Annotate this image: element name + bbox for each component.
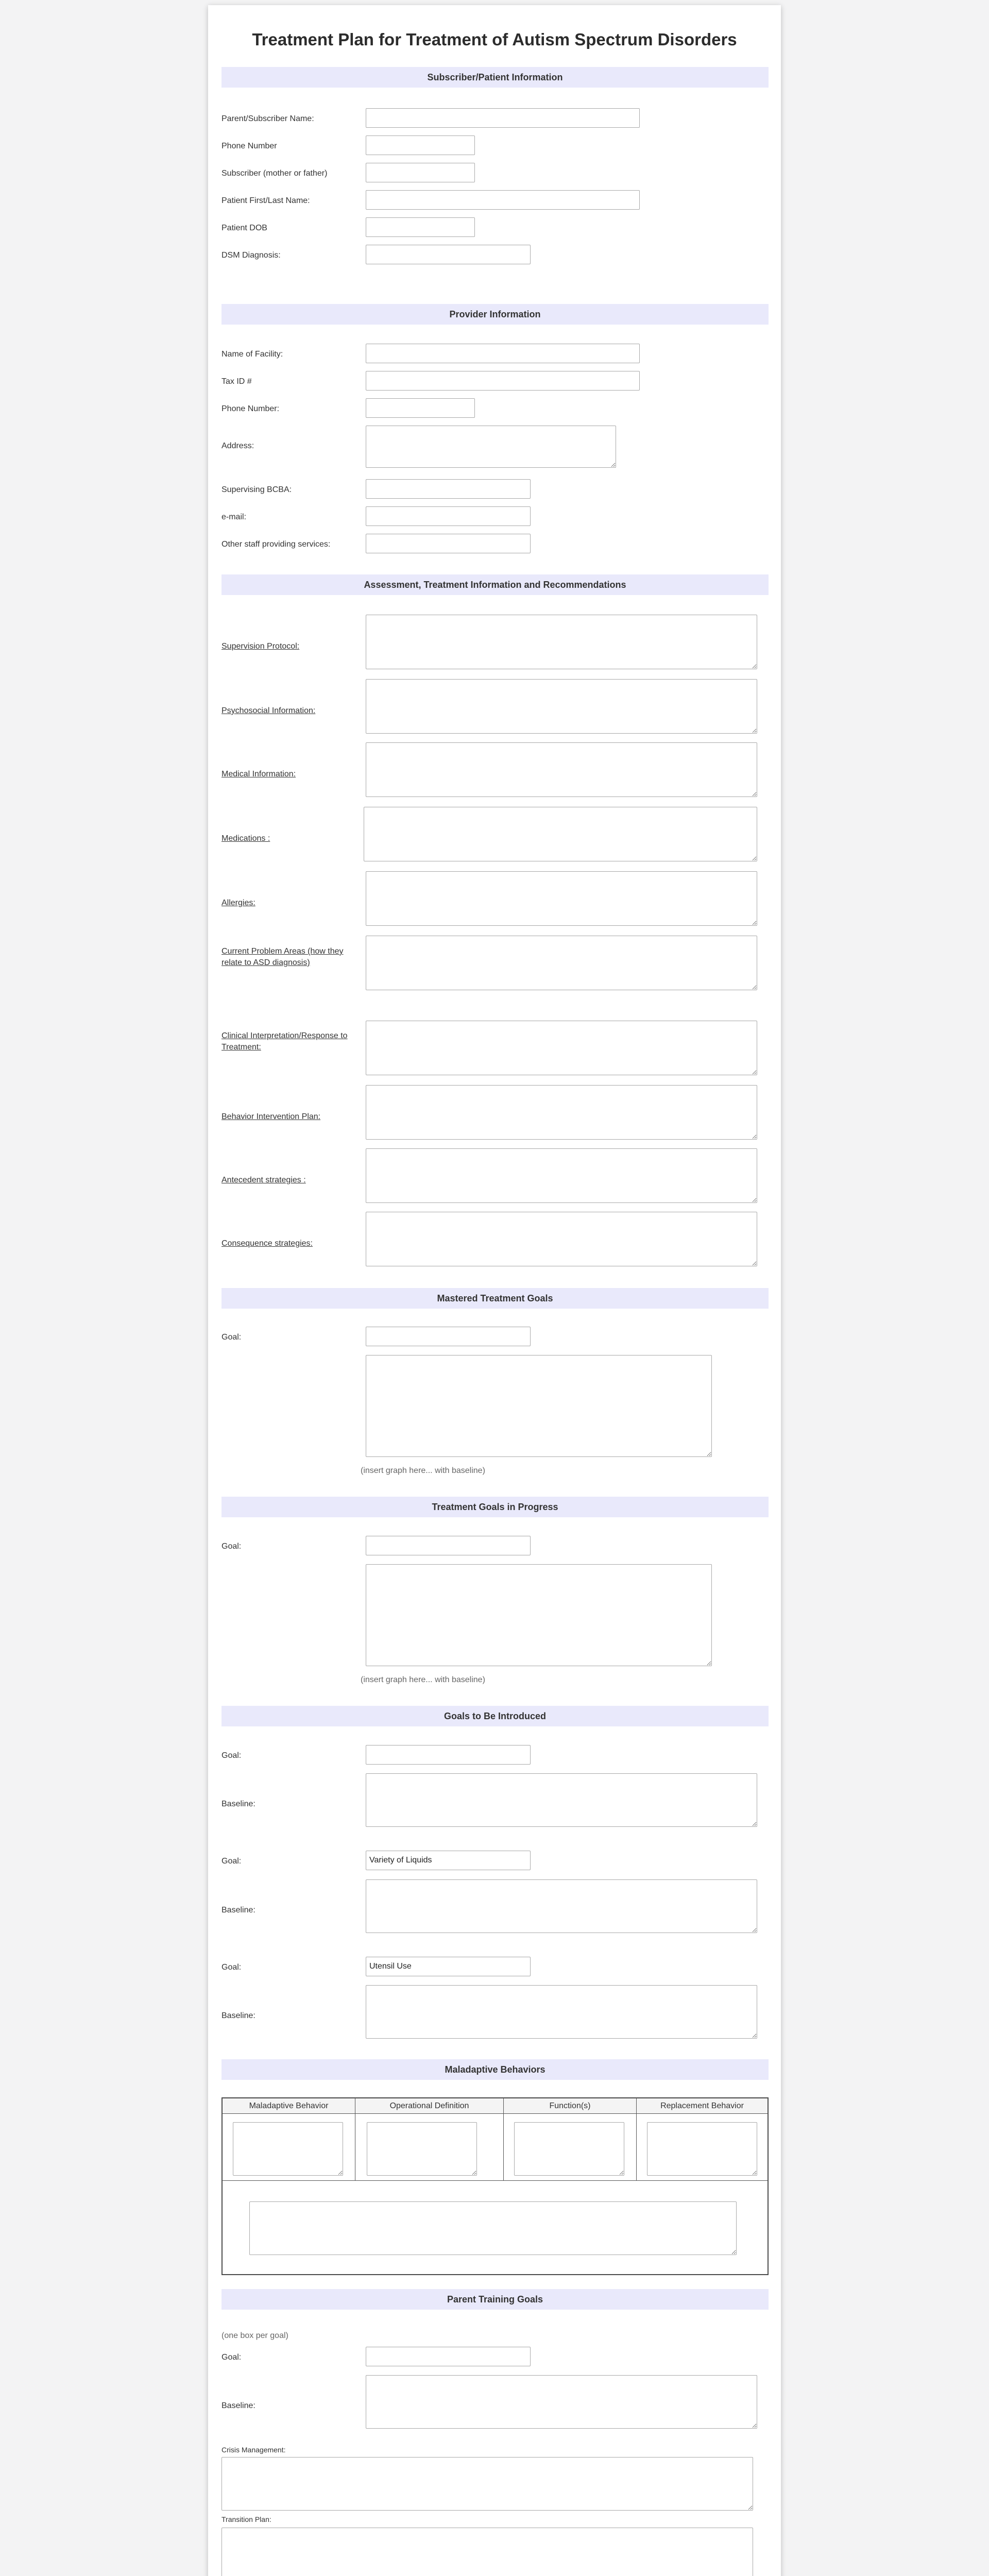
maladaptive-header-function: Function(s) [504,2098,637,2114]
dob-input[interactable] [366,217,475,237]
intro-baseline-1-textarea[interactable] [366,1773,757,1827]
mastered-graph-hint: (insert graph here... with baseline) [361,1466,485,1475]
label-progress-goal: Goal: [221,1542,242,1551]
label-allergies: Allergies: [221,899,255,907]
problem-areas-textarea[interactable] [366,936,757,990]
clinical-textarea[interactable] [366,1021,757,1075]
label-bip: Behavior Intervention Plan: [221,1112,321,1121]
parent-goal-input[interactable] [366,2347,531,2366]
intro-baseline-2-textarea[interactable] [366,1879,757,1933]
progress-graph-hint: (insert graph here... with baseline) [361,1675,485,1684]
section-header-maladaptive: Maladaptive Behaviors [221,2059,769,2080]
maladaptive-header-definition: Operational Definition [355,2098,504,2114]
label-dob: Patient DOB [221,224,267,232]
label-psychosocial: Psychosocial Information: [221,706,316,715]
label-other-staff: Other staff providing services: [221,540,331,549]
antecedent-textarea[interactable] [366,1148,757,1203]
label-parent-baseline: Baseline: [221,2401,255,2410]
label-medications: Medications : [221,834,270,843]
label-address: Address: [221,442,254,450]
parent-training-hint: (one box per goal) [221,2331,288,2340]
phone-input[interactable] [366,135,475,155]
section-header-in-progress: Treatment Goals in Progress [221,1497,769,1517]
maladaptive-behavior-textarea[interactable] [233,2122,343,2176]
maladaptive-function-textarea[interactable] [514,2122,624,2176]
page-title: Treatment Plan for Treatment of Autism Spectrum Disorders [252,30,737,49]
transition-textarea[interactable] [221,2528,753,2576]
label-parent-name: Parent/Subscriber Name: [221,114,314,123]
maladaptive-replacement-textarea[interactable] [647,2122,757,2176]
section-header-assessment: Assessment, Treatment Information and Recommendations [221,574,769,595]
other-staff-input[interactable] [366,534,531,553]
label-intro-baseline-2: Baseline: [221,1906,255,1914]
maladaptive-header-replacement: Replacement Behavior [637,2098,768,2114]
medical-textarea[interactable] [366,742,757,797]
parent-baseline-textarea[interactable] [366,2375,757,2429]
label-facility: Name of Facility: [221,350,283,359]
label-antecedent: Antecedent strategies : [221,1176,306,1184]
form-card [208,5,781,2576]
bcba-input[interactable] [366,479,531,499]
facility-input[interactable] [366,344,640,363]
tax-id-input[interactable] [366,371,640,391]
label-crisis: Crisis Management: [221,2446,286,2454]
label-intro-baseline-3: Baseline: [221,2011,255,2020]
maladaptive-definition-textarea[interactable] [367,2122,477,2176]
intro-goal-2-input[interactable] [366,1851,531,1870]
label-email: e-mail: [221,513,247,521]
label-tax-id: Tax ID # [221,377,252,386]
address-textarea[interactable] [366,426,616,468]
label-intro-goal-2: Goal: [221,1857,242,1866]
section-header-introduced: Goals to Be Introduced [221,1706,769,1726]
label-intro-baseline-1: Baseline: [221,1800,255,1808]
maladaptive-cell-replacement [637,2114,768,2181]
section-header-subscriber: Subscriber/Patient Information [221,67,769,88]
section-header-provider: Provider Information [221,304,769,325]
maladaptive-notes-textarea[interactable] [249,2201,737,2255]
label-dsm: DSM Diagnosis: [221,251,281,260]
label-intro-goal-1: Goal: [221,1751,242,1760]
provider-phone-input[interactable] [366,398,475,418]
patient-name-input[interactable] [366,190,640,210]
label-transition: Transition Plan: [221,2515,271,2523]
psychosocial-textarea[interactable] [366,679,757,734]
allergies-textarea[interactable] [366,871,757,926]
mastered-goal-input[interactable] [366,1327,531,1346]
maladaptive-cell-definition [355,2114,504,2181]
maladaptive-cell-function [504,2114,637,2181]
maladaptive-cell-behavior [223,2114,355,2181]
consequence-textarea[interactable] [366,1212,757,1266]
intro-baseline-3-textarea[interactable] [366,1985,757,2039]
medications-textarea[interactable] [364,807,757,861]
intro-goal-1-input[interactable] [366,1745,531,1765]
progress-goal-textarea[interactable] [366,1564,712,1666]
label-intro-goal-3: Goal: [221,1963,242,1972]
label-parent-goal: Goal: [221,2353,242,2362]
label-problem-areas: Current Problem Areas (how they relate to ASD diagnosis) [221,947,344,967]
crisis-textarea[interactable] [221,2457,753,2511]
supervision-textarea[interactable] [366,615,757,669]
mastered-goal-textarea[interactable] [366,1355,712,1457]
section-header-mastered: Mastered Treatment Goals [221,1288,769,1309]
label-patient-name: Patient First/Last Name: [221,196,310,205]
maladaptive-table [221,2097,769,2275]
label-supervision: Supervision Protocol: [221,642,300,651]
label-clinical: Clinical Interpretation/Response to Treatment: [221,1031,348,1052]
intro-goal-3-input[interactable] [366,1957,531,1976]
dsm-input[interactable] [366,245,531,264]
label-mastered-goal: Goal: [221,1333,242,1342]
subscriber-input[interactable] [366,163,475,182]
parent-name-input[interactable] [366,108,640,128]
email-input[interactable] [366,506,531,526]
label-medical: Medical Information: [221,770,296,778]
label-bcba: Supervising BCBA: [221,485,292,494]
section-header-parent-training: Parent Training Goals [221,2289,769,2310]
bip-textarea[interactable] [366,1085,757,1140]
progress-goal-input[interactable] [366,1536,531,1555]
label-subscriber: Subscriber (mother or father) [221,169,328,178]
label-provider-phone: Phone Number: [221,404,280,413]
label-phone: Phone Number [221,142,277,150]
label-consequence: Consequence strategies: [221,1239,313,1248]
maladaptive-header-behavior: Maladaptive Behavior [223,2098,355,2114]
